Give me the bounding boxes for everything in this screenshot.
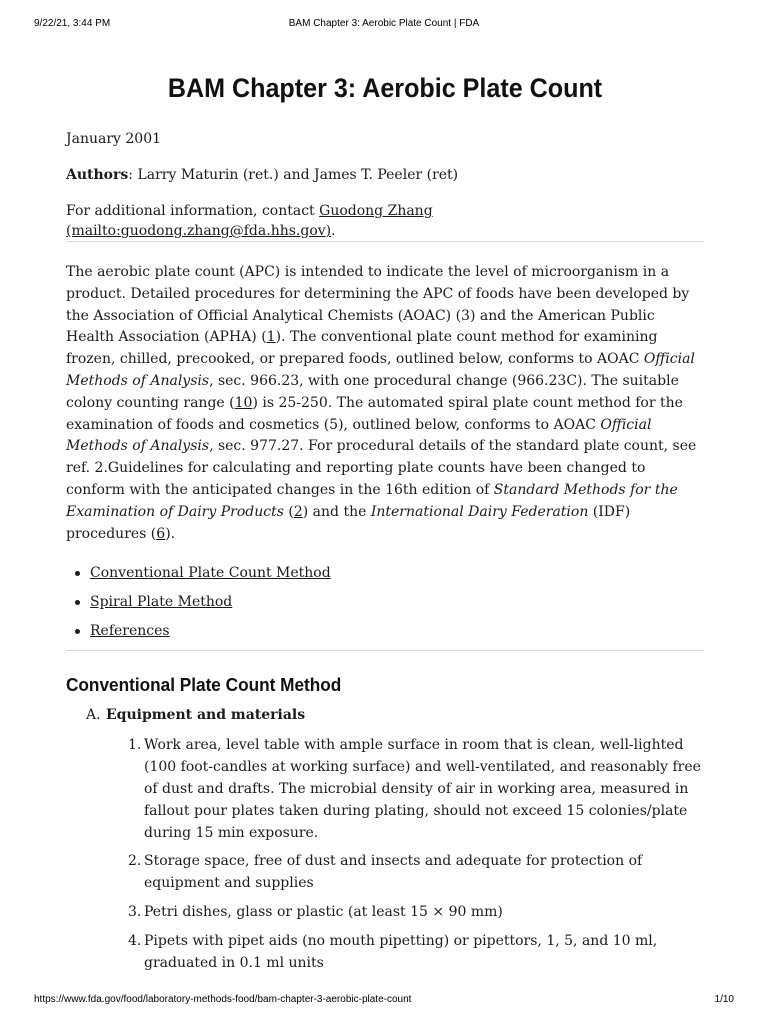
list-item [128,902,704,924]
divider [66,241,704,242]
intro-paragraph [66,262,704,545]
intro-text: ). The conventional plate count method for examining frozen, chilled, precooked, or prepared foods, outlined below, conforms to AOAC [66,329,658,368]
subsection-heading [66,705,704,725]
list-item-text: Petri dishes, glass or plastic (at least 15 × 90 mm) [144,903,503,920]
list-item [128,851,704,895]
print-doc-title: BAM Chapter 3: Aerobic Plate Count | FDA [288,18,480,29]
reference-link-10[interactable]: 10 [234,394,253,411]
toc-link-spiral-plate[interactable]: Spiral Plate Method [90,594,233,611]
list-number: 4. [128,932,142,949]
list-number: 3. [128,903,142,920]
intro-emphasis: Official Methods of Analysis [66,416,652,455]
intro-text: (IDF) procedures ( [66,503,631,542]
toc-link-references[interactable]: References [90,623,170,640]
intro-text: , sec. 966.23, with one procedural change (966.23C). The suitable colony counting range ( [66,372,679,411]
intro-text: ) is 25-250. The automated spiral plate count method for the examination of foods and cosmetics (5), outlined below, conforms to AOAC [66,394,683,433]
print-footer [34,994,734,1008]
contact-prefix: For additional information, contact [66,203,320,219]
intro-emphasis: Official Methods of Analysis [66,351,695,389]
contact-suffix: . [331,223,336,239]
intro-text: ( [283,503,294,520]
reference-link-2[interactable]: 2 [293,503,303,520]
list-item [128,931,704,975]
print-header [34,18,734,32]
intro-emphasis: International Dairy Federation [370,503,589,520]
print-page-number: 1/10 [714,994,734,1005]
intro-emphasis: Standard Methods for the Examination of Dairy Products [66,481,678,520]
list-item-text: Pipets with pipet aids (no mouth pipetting) or pipettors, 1, 5, and 10 ml, graduated in 0.1 ml units [144,932,658,971]
intro-text: The aerobic plate count (APC) is intended to indicate the level of microorganism in a product. Detailed procedures for determining the APC of foods have been developed by the Association of Official Analytical Chemists (AOAC) (3) and the American Public Health Association (APHA) ( [66,264,690,346]
toc-item [90,621,704,641]
authors-sep: : [128,167,134,183]
intro-text: ) and the [302,503,371,520]
contact-email-link[interactable]: Guodong Zhang (mailto:guodong.zhang@fda.hhs.gov) [66,203,433,239]
toc-item [90,563,704,583]
toc-link-conventional-plate-count[interactable]: Conventional Plate Count Method [90,565,331,582]
publish-date: January 2001 [66,131,162,147]
page-title: BAM Chapter 3: Aerobic Plate Count [167,73,603,103]
table-of-contents [66,563,704,641]
list-number: 2. [128,853,142,870]
intro-text: , sec. 977.27. For procedural details of the standard plate count, see ref. 2.Guidelines for calculating and reporting plate counts have been changed to conform with the anticipated changes in the 16th edition of [66,438,697,498]
reference-link-6[interactable]: 6 [156,525,166,542]
authors-names: Larry Maturin (ret.) and James T. Peeler (ret) [133,167,459,183]
list-item [128,735,704,844]
subsection-title: Equipment and materials [106,707,306,724]
authors-line [66,165,704,185]
equipment-list [66,735,704,974]
authors-label: Authors [66,167,129,183]
toc-item [90,592,704,612]
article [66,70,704,981]
reference-link-1[interactable]: 1 [266,329,276,346]
print-url: https://www.fda.gov/food/laboratory-methods-food/bam-chapter-3-aerobic-plate-count [34,994,412,1005]
subsection-marker: A. [86,707,101,724]
intro-text: ). [165,525,176,542]
list-item-text: Storage space, free of dust and insects and adequate for protection of equipment and supplies [144,853,643,892]
list-item-text: Work area, level table with ample surface in room that is clean, well-lighted (100 foot-candles at working surface) and well-ventilated, and reasonably free of dust and drafts. The microbial density of air in working area, measured in fallout pour plates taken during plating, should not exceed 15 colonies/plate during 15 min exposure. [144,737,701,841]
contact-line [66,201,704,241]
print-datetime: 9/22/21, 3:44 PM [34,18,111,29]
list-number: 1. [128,737,142,754]
section-title: Conventional Plate Count Method [66,674,342,696]
divider [66,650,704,651]
